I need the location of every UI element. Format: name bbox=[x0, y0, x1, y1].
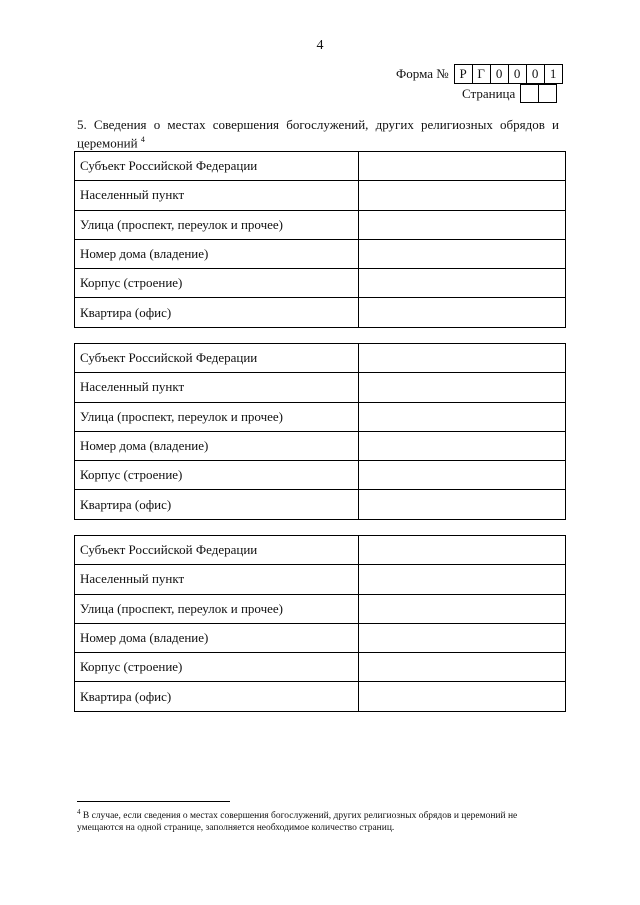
page-field bbox=[462, 84, 557, 103]
form-code-cell: 1 bbox=[544, 64, 563, 84]
form-number bbox=[396, 64, 563, 84]
field-label: Корпус (строение) bbox=[75, 461, 359, 490]
field-value[interactable] bbox=[359, 239, 566, 268]
field-label: Номер дома (владение) bbox=[75, 239, 359, 268]
field-label: Корпус (строение) bbox=[75, 653, 359, 682]
form-number-label: Форма № bbox=[396, 66, 449, 81]
footnote-divider bbox=[77, 801, 230, 802]
field-label: Населенный пункт bbox=[75, 181, 359, 210]
table-row bbox=[75, 181, 566, 210]
table-row bbox=[75, 565, 566, 594]
page-number: 4 bbox=[316, 38, 324, 53]
field-value[interactable] bbox=[359, 594, 566, 623]
field-value[interactable] bbox=[359, 181, 566, 210]
field-value[interactable] bbox=[359, 653, 566, 682]
page-number-cell[interactable] bbox=[538, 84, 557, 103]
table-row bbox=[75, 298, 566, 327]
field-value[interactable] bbox=[359, 373, 566, 402]
field-label: Улица (проспект, переулок и прочее) bbox=[75, 594, 359, 623]
form-code-cell: Р bbox=[454, 64, 473, 84]
field-label: Субъект Российской Федерации bbox=[75, 152, 359, 181]
field-label: Улица (проспект, переулок и прочее) bbox=[75, 210, 359, 239]
field-value[interactable] bbox=[359, 461, 566, 490]
table-row bbox=[75, 373, 566, 402]
table-row bbox=[75, 490, 566, 519]
field-label: Субъект Российской Федерации bbox=[75, 344, 359, 373]
footnote-text: В случае, если сведения о местах совершения богослужений, других религиозных обрядов и церемоний не умещаются на одной странице, заполняется необходимое количество страниц. bbox=[77, 811, 518, 834]
field-label: Квартира (офис) bbox=[75, 298, 359, 327]
field-label: Населенный пункт bbox=[75, 373, 359, 402]
field-value[interactable] bbox=[359, 431, 566, 460]
field-label: Корпус (строение) bbox=[75, 269, 359, 298]
field-value[interactable] bbox=[359, 565, 566, 594]
form-code-cells bbox=[455, 64, 563, 84]
field-label: Квартира (офис) bbox=[75, 490, 359, 519]
field-value[interactable] bbox=[359, 269, 566, 298]
field-value[interactable] bbox=[359, 490, 566, 519]
field-label: Субъект Российской Федерации bbox=[75, 536, 359, 565]
address-block-2 bbox=[74, 343, 566, 520]
field-value[interactable] bbox=[359, 298, 566, 327]
section-title bbox=[77, 117, 559, 150]
table-row bbox=[75, 269, 566, 298]
field-label: Номер дома (владение) bbox=[75, 623, 359, 652]
field-value[interactable] bbox=[359, 344, 566, 373]
address-block-1 bbox=[74, 151, 566, 328]
table-row bbox=[75, 594, 566, 623]
table-row bbox=[75, 653, 566, 682]
field-label: Номер дома (владение) bbox=[75, 431, 359, 460]
table-row bbox=[75, 461, 566, 490]
table-row bbox=[75, 152, 566, 181]
field-label: Улица (проспект, переулок и прочее) bbox=[75, 402, 359, 431]
table-row bbox=[75, 402, 566, 431]
footnote-reference: 4 bbox=[140, 135, 145, 144]
form-code-cell: 0 bbox=[490, 64, 509, 84]
table-row bbox=[75, 682, 566, 711]
form-code-cell: 0 bbox=[526, 64, 545, 84]
table-row bbox=[75, 623, 566, 652]
field-value[interactable] bbox=[359, 402, 566, 431]
table-row bbox=[75, 210, 566, 239]
footnote bbox=[77, 806, 561, 834]
footnote-number: 4 bbox=[77, 808, 81, 816]
field-value[interactable] bbox=[359, 152, 566, 181]
table-row bbox=[75, 431, 566, 460]
table-row bbox=[75, 536, 566, 565]
field-value[interactable] bbox=[359, 623, 566, 652]
page-field-label: Страница bbox=[462, 85, 516, 101]
field-label: Квартира (офис) bbox=[75, 682, 359, 711]
form-code-cell: Г bbox=[472, 64, 491, 84]
form-code-cell: 0 bbox=[508, 64, 527, 84]
page-number-cell[interactable] bbox=[520, 84, 539, 103]
field-value[interactable] bbox=[359, 210, 566, 239]
table-row bbox=[75, 344, 566, 373]
table-row bbox=[75, 239, 566, 268]
field-label: Населенный пункт bbox=[75, 565, 359, 594]
field-value[interactable] bbox=[359, 536, 566, 565]
field-value[interactable] bbox=[359, 682, 566, 711]
address-block-3 bbox=[74, 535, 566, 712]
section-title-text: 5. Сведения о местах совершения богослужений, других религиозных обрядов и церемоний bbox=[77, 117, 559, 151]
